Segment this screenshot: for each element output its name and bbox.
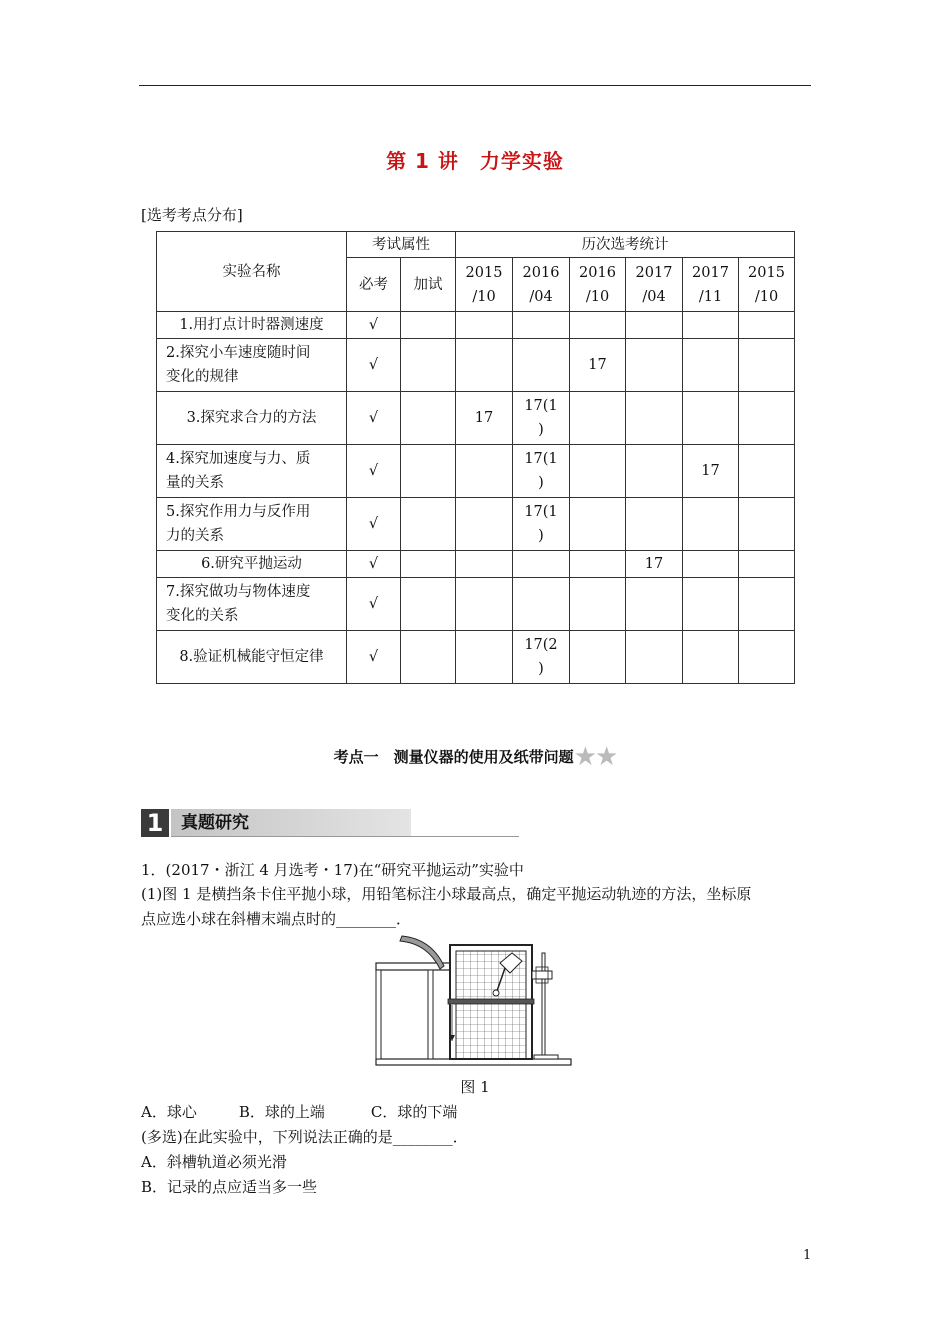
experiment-name [157, 339, 347, 392]
stat-cell [739, 312, 795, 339]
experiment-name [157, 578, 347, 631]
header-required: 必考 [347, 258, 401, 312]
year: 2017 [692, 264, 729, 281]
table-row [157, 551, 795, 578]
experiment-name [157, 551, 347, 578]
table-row [157, 445, 795, 498]
required-mark: √ [347, 312, 401, 339]
header-year-cell [683, 258, 739, 312]
stat-cell [456, 498, 513, 551]
stat-cell [513, 631, 570, 684]
stat-cell-line: 17 [701, 463, 720, 479]
stat-cell [739, 392, 795, 445]
stat-cell [739, 551, 795, 578]
stat-cell-line: ) [538, 661, 544, 677]
stat-cell [513, 551, 570, 578]
experiment-name [157, 631, 347, 684]
option-a: A．球心 [141, 1103, 197, 1121]
question-part1-line1: (1)图 1 是横挡条卡住平抛小球，用铅笔标注小球最高点，确定平抛运动轨迹的方法，坐标原 [141, 885, 752, 903]
stat-cell [513, 445, 570, 498]
stat-cell [683, 312, 739, 339]
question-part2: (多选)在此实验中，下列说法正确的是________． [141, 1128, 468, 1146]
stat-cell-line: ) [538, 422, 544, 438]
table-body [157, 312, 795, 684]
required-mark: √ [347, 392, 401, 445]
stat-cell [456, 631, 513, 684]
header-year-cell [456, 258, 513, 312]
question-part1-line2: 点应选小球在斜槽末端点时的________． [141, 910, 412, 928]
banner-underline [171, 836, 519, 837]
header-rule [139, 85, 811, 86]
stat-cell [626, 339, 683, 392]
stat-cell [570, 392, 626, 445]
stat-cell [570, 339, 626, 392]
experiment-name-line: 力的关系 [166, 528, 224, 544]
stat-cell [626, 312, 683, 339]
experiment-name-line: 8.验证机械能守恒定律 [179, 649, 324, 665]
question-stem: 1．(2017・浙江 4 月选考・17)在“研究平抛运动”实验中 [141, 861, 524, 879]
header-exam-stats: 历次选考统计 [456, 232, 795, 258]
month: /11 [698, 288, 723, 305]
experiment-name-line: 4.探究加速度与力、质 [166, 451, 311, 467]
stat-cell [513, 392, 570, 445]
stat-cell [626, 392, 683, 445]
star-icon: ★★ [573, 742, 617, 772]
stat-cell [513, 339, 570, 392]
stat-cell [570, 445, 626, 498]
option-c: C．球的下端 [370, 1103, 458, 1121]
header-year-cell [570, 258, 626, 312]
experiment-name-line: 变化的关系 [166, 608, 239, 624]
section-title [0, 742, 950, 772]
extra-mark [401, 445, 456, 498]
stat-cell [570, 551, 626, 578]
distribution-label: [选考考点分布] [141, 206, 243, 224]
stat-cell [456, 578, 513, 631]
options-row-1 [141, 1101, 457, 1123]
stat-cell [626, 631, 683, 684]
option2-a: A．斜槽轨道必须光滑 [141, 1153, 287, 1171]
stat-cell [570, 631, 626, 684]
stat-cell [683, 392, 739, 445]
experiment-name [157, 312, 347, 339]
experiment-name-line: 1.用打点计时器测速度 [179, 317, 324, 333]
stat-cell [739, 339, 795, 392]
year: 2016 [522, 264, 560, 281]
stat-cell [683, 445, 739, 498]
extra-mark [401, 551, 456, 578]
stat-cell [739, 631, 795, 684]
stat-cell [513, 312, 570, 339]
experiment-name-line: 6.研究平抛运动 [201, 556, 302, 572]
stat-cell-line: 17(1 [524, 451, 558, 467]
stat-cell [683, 339, 739, 392]
experiment-name [157, 392, 347, 445]
stat-cell [513, 578, 570, 631]
stat-cell [570, 578, 626, 631]
experiment-name-line: 3.探究求合力的方法 [186, 410, 317, 426]
stat-cell-line: 17 [588, 357, 607, 373]
section-banner [141, 809, 519, 837]
stat-cell [456, 445, 513, 498]
experiment-name-line: 7.探究做功与物体速度 [166, 584, 311, 600]
required-mark: √ [347, 498, 401, 551]
page-number: 1 [803, 1248, 812, 1263]
table-row [157, 578, 795, 631]
stat-cell [683, 498, 739, 551]
table-row [157, 339, 795, 392]
header-year-cell [513, 258, 570, 312]
required-mark: √ [347, 631, 401, 684]
stat-cell [513, 498, 570, 551]
month: /10 [754, 288, 779, 305]
header-experiment-name: 实验名称 [157, 232, 347, 312]
stat-cell [739, 445, 795, 498]
experiment-name-line: 2.探究小车速度随时间 [166, 345, 311, 361]
month: /04 [642, 288, 666, 305]
stat-cell-line: 17(2 [524, 637, 558, 653]
stat-cell [570, 498, 626, 551]
extra-mark [401, 339, 456, 392]
stat-cell [683, 631, 739, 684]
year: 2015 [465, 264, 503, 281]
required-mark: √ [347, 551, 401, 578]
stat-cell [626, 445, 683, 498]
year: 2016 [579, 264, 616, 281]
stat-cell-line: ) [538, 528, 544, 544]
month: /10 [585, 288, 610, 305]
stat-cell [456, 312, 513, 339]
stat-cell [739, 578, 795, 631]
section-title-text: 考点一 测量仪器的使用及纸带问题 [333, 748, 574, 766]
table-row [157, 498, 795, 551]
required-mark: √ [347, 339, 401, 392]
extra-mark [401, 498, 456, 551]
exam-stats-table [156, 231, 795, 684]
table-row [157, 631, 795, 684]
stat-cell-line: 17 [644, 556, 664, 572]
stat-cell [456, 551, 513, 578]
figure-1-apparatus [372, 933, 572, 1068]
extra-mark [401, 392, 456, 445]
stat-cell [739, 498, 795, 551]
banner-text: 真题研究 [181, 813, 249, 833]
year: 2017 [635, 264, 673, 281]
year: 2015 [748, 264, 785, 281]
stat-cell-line: 17 [474, 410, 494, 426]
stat-cell [570, 312, 626, 339]
figure-caption: 图 1 [460, 1078, 490, 1096]
required-mark: √ [347, 578, 401, 631]
option-b: B．球的上端 [238, 1103, 325, 1121]
stat-cell [683, 551, 739, 578]
table-row [157, 392, 795, 445]
header-exam-attr: 考试属性 [347, 232, 456, 258]
banner-number: 1 [141, 809, 169, 837]
stat-cell [626, 578, 683, 631]
stat-cell [456, 339, 513, 392]
month: /10 [472, 288, 496, 305]
option2-b: B．记录的点应适当多一些 [141, 1178, 318, 1196]
table-row [157, 312, 795, 339]
experiment-name-line: 5.探究作用力与反作用 [166, 504, 311, 520]
extra-mark [401, 631, 456, 684]
stat-cell-line: 17(1 [524, 504, 558, 520]
stat-cell [456, 392, 513, 445]
stat-cell-line: ) [538, 475, 544, 491]
month: /04 [529, 288, 553, 305]
stat-cell-line: 17(1 [524, 398, 558, 414]
experiment-name [157, 498, 347, 551]
header-year-cell [739, 258, 795, 312]
extra-mark [401, 578, 456, 631]
extra-mark [401, 312, 456, 339]
experiment-name-line: 量的关系 [166, 475, 224, 491]
lecture-title: 第 1 讲 力学实验 [386, 149, 564, 173]
stat-cell [683, 578, 739, 631]
experiment-name [157, 445, 347, 498]
required-mark: √ [347, 445, 401, 498]
header-year-cell [626, 258, 683, 312]
stat-cell [626, 551, 683, 578]
header-extra: 加试 [401, 258, 456, 312]
stat-cell [626, 498, 683, 551]
experiment-name-line: 变化的规律 [166, 369, 239, 385]
